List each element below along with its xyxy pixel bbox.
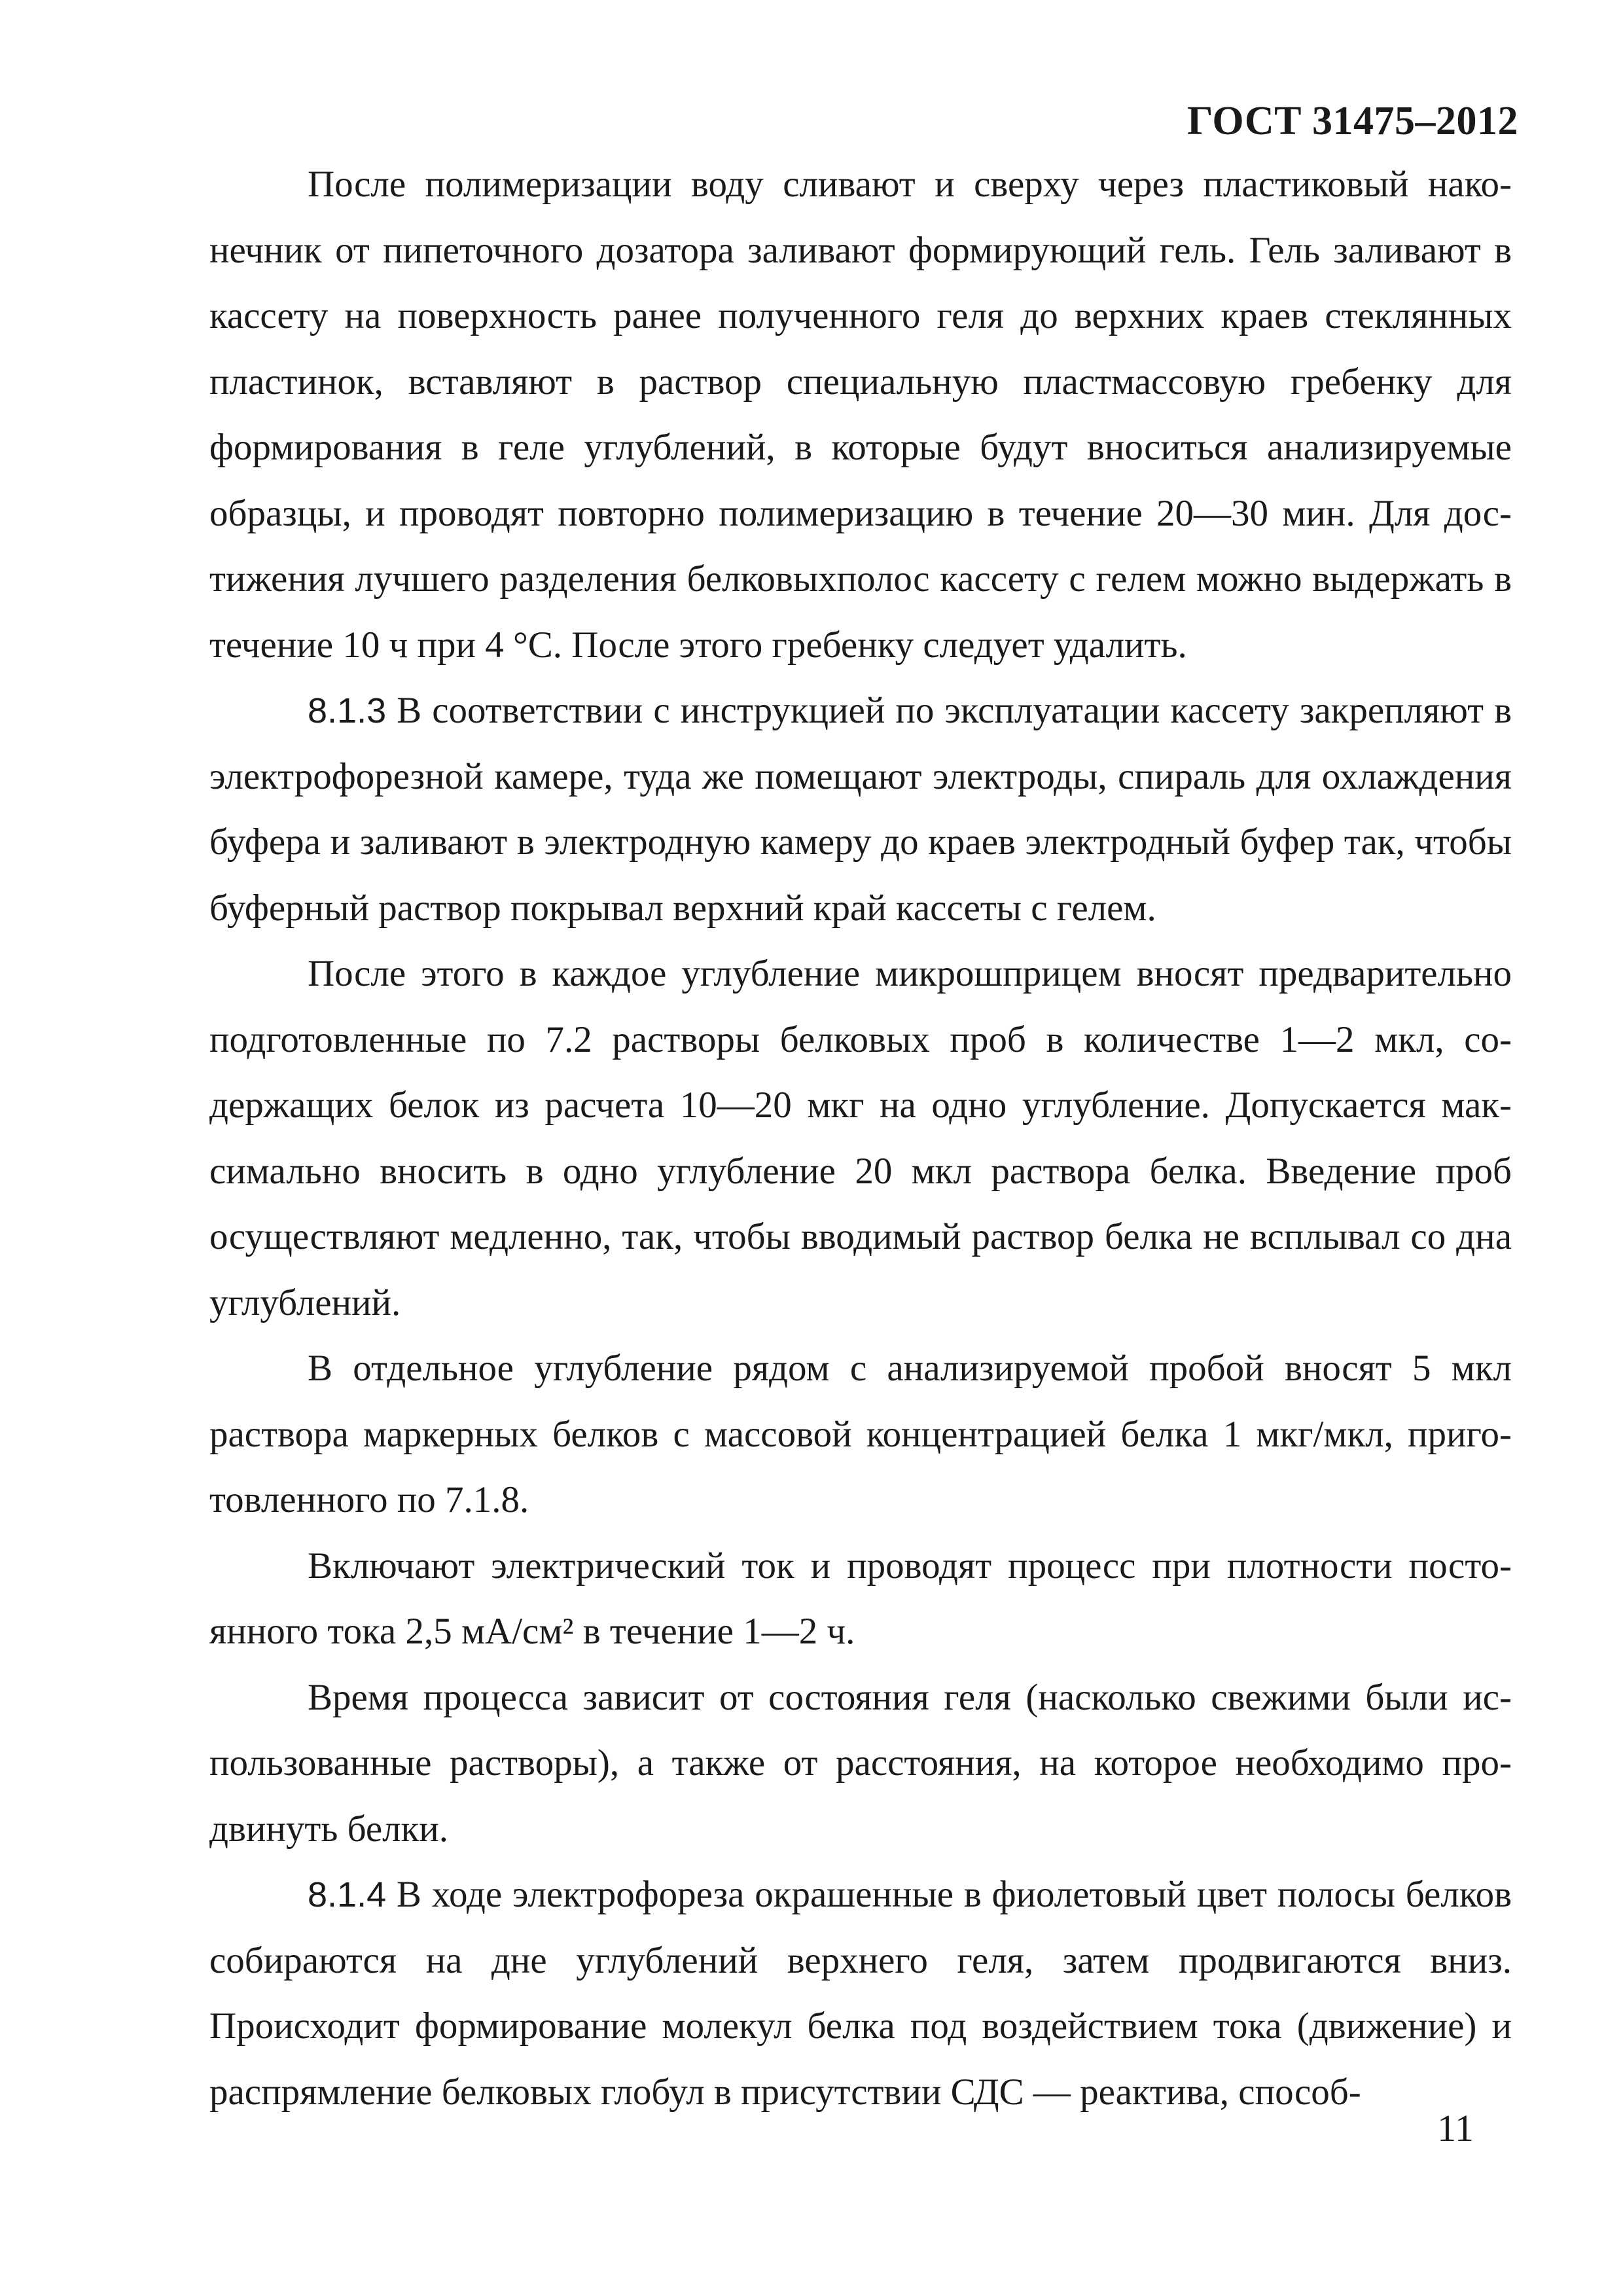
paragraph-text: После этого в каждое углубление микрошприцем вносят предварительно подготовленные по 7.2 растворы белковых проб в количестве 1—2 мкл, содержащих белок из расчета 10—20 мкг на одно углубление. Допускается максимально вносить в одно углубление 20 мкл раствора белка. Введение проб осуществляют медленно, так, чтобы вводимый раствор белка не всплывал со дна углублений. <box>209 953 1512 1323</box>
paragraph-text: В ходе электрофореза окрашенные в фиолетовый цвет полосы белков собираются на дне углублений верхнего геля, затем продвигаются вниз. Происходит формирование молекул белка под воздействием тока (движение) и распрямление белковых глобул в присутствии СДС — реактива, способ- <box>209 1874 1512 2113</box>
section-number: 8.1.4 <box>308 1875 387 1914</box>
section-number: 8.1.3 <box>308 691 387 730</box>
paragraph-text: После полимеризации воду сливают и сверху через пластиковый наконечник от пипеточного дозатора заливают формирующий гель. Гель заливают в кассету на поверхность ранее полученного геля до верхних краев стеклянных пластинок, вставляют в раствор специальную пластмассовую гребенку для формирования в геле углублений, в которые будут вноситься анализируемые образцы, и проводят повторно полимеризацию в течение 20—30 мин. Для достижения лучшего разделения белковыхполос кассету с гелем можно выдержать в течение 10 ч при 4 °С. После этого гребенку следует удалить. <box>209 164 1512 666</box>
paragraph <box>209 678 1512 941</box>
paragraph <box>209 1665 1512 1863</box>
paragraph-text: В отдельное углубление рядом с анализируемой пробой вносят 5 мкл раствора маркерных белков с массовой концентрацией белка 1 мкг/мкл, приготовленного по 7.1.8. <box>209 1348 1512 1520</box>
paragraph <box>209 1336 1512 1534</box>
paragraph-text: Время процесса зависит от состояния геля (насколько свежими были использованные растворы), а также от расстояния, на которое необходимо продвинуть белки. <box>209 1676 1512 1850</box>
page-number: 11 <box>1437 2107 1474 2149</box>
paragraph-text: В соответствии с инструкцией по эксплуатации кассету закрепляют в электрофорезной камере, туда же помещают электроды, спираль для охлаждения буфера и заливают в электродную камеру до краев электродный буфер так, чтобы буферный раствор покрывал верхний край кассеты с гелем. <box>209 690 1512 929</box>
body-text <box>209 152 1512 2125</box>
standard-header: ГОСТ 31475–2012 <box>1186 99 1518 143</box>
paragraph <box>209 1534 1512 1665</box>
paragraph <box>209 941 1512 1336</box>
paragraph <box>209 152 1512 678</box>
paragraph-text: Включают электрический ток и проводят процесс при плотности постоянного тока 2,5 мА/см² в течение 1—2 ч. <box>209 1545 1512 1652</box>
paragraph <box>209 1862 1512 2125</box>
